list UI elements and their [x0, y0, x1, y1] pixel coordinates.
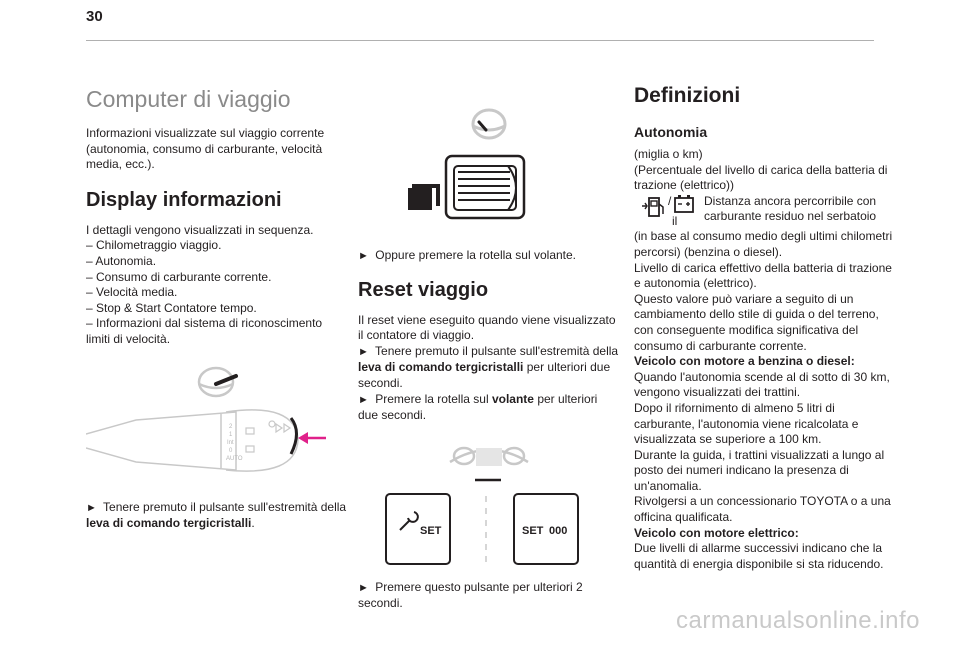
- reset-step-2-text: Premere la rotella sul: [375, 391, 489, 406]
- wiper-step: [86, 500, 348, 532]
- set-button-label: SET: [420, 524, 442, 537]
- display-line: – Consumo di carburante corrente.: [86, 269, 272, 284]
- arrow-icon: ►: [358, 581, 369, 594]
- header-divider: [86, 40, 874, 41]
- range-icons: [634, 194, 704, 230]
- petrol-heading: Veicolo con motore a benzina o diesel:: [634, 354, 855, 369]
- display-line: – Informazioni dal sistema di riconoscimento limiti di velocità.: [86, 316, 323, 346]
- dashboard-buttons: [358, 438, 620, 568]
- arrow-icon: ►: [86, 501, 97, 514]
- battery-level-text: Livello di carica effettivo della batteria di trazione e autonomia (elettrico).: [634, 260, 892, 291]
- petrol-text-1: Quando l'autonomia scende al di sotto di 30 km, vengono visualizzati dei trattini.: [634, 369, 890, 400]
- stalk-label: AUTO: [226, 455, 243, 462]
- arrow-icon: ►: [358, 345, 369, 358]
- definitions-heading: Definizioni: [634, 84, 741, 107]
- display-heading: Display informazioni: [86, 188, 282, 211]
- reset-step-1-end: per ulteriori due secondi.: [358, 360, 611, 390]
- range-icons-row: [634, 194, 896, 230]
- reset-intro: Il reset viene eseguito quando viene visualizzato il contatore di viaggio.: [358, 312, 616, 343]
- display-line: – Velocità media.: [86, 285, 178, 300]
- reset-step-2: [358, 392, 620, 424]
- column-left: [86, 80, 348, 532]
- intro-text: Informazioni visualizzate sul viaggio corrente (autonomia, consumo di carburante, velocità media, ecc.).: [86, 126, 325, 172]
- column-right: [634, 80, 896, 572]
- electric-heading: Veicolo con motore elettrico:: [634, 525, 799, 540]
- wheel-step-text: Oppure premere la rotella sul volante.: [375, 248, 577, 262]
- reset-step-1-text: Tenere premuto il pulsante sull'estremità della: [375, 343, 619, 358]
- page-number: 30: [86, 8, 103, 25]
- petrol-text-4: Rivolgersi a un concessionario TOYOTA o a una officina qualificata.: [634, 494, 891, 525]
- petrol-text-2: Dopo il rifornimento di almeno 5 litri di carburante, l'autonomia viene ricalcolata e visualizzata se superiore a 100 km.: [634, 400, 859, 447]
- steering-wheel-icon: [358, 100, 620, 240]
- set-counter-label: SET: [522, 524, 544, 537]
- stalk-label: 0: [229, 447, 233, 454]
- wiper-step-text: Tenere premuto il pulsante sull'estremità della: [103, 499, 347, 514]
- distance-text: Distanza ancora percorribile con carburante residuo nel serbatoio: [704, 193, 877, 224]
- column-middle: [358, 80, 620, 612]
- steering-wheel-illustration: [358, 100, 620, 240]
- arrow-icon: ►: [358, 393, 369, 406]
- reset-step-2-bold: volante: [491, 391, 534, 406]
- display-line: – Stop & Start Contatore tempo.: [86, 300, 257, 315]
- display-line: I dettagli vengono visualizzati in sequenza.: [86, 222, 314, 237]
- icon-separator: /: [668, 193, 672, 208]
- electric-text: Due livelli di allarme successivi indicano che la quantità di energia disponibile si sta riducendo.: [634, 541, 884, 571]
- dashboard-buttons-illustration: [358, 438, 620, 568]
- watermark: carmanualsonline.info: [676, 607, 920, 634]
- petrol-text-3: Durante la guida, i trattini visualizzati a lungo al posto dei numeri indicano la presenza di un'anomalia.: [634, 447, 885, 493]
- battery-icon: [673, 194, 695, 214]
- wiper-stalk-illustration: [86, 362, 348, 490]
- reset-step-2-end: per ulteriori due secondi.: [358, 391, 598, 423]
- display-line: – Autonomia.: [86, 253, 157, 268]
- set-counter-value: 000: [549, 524, 568, 537]
- wheel-step: [358, 248, 620, 265]
- stalk-label: Int: [227, 439, 234, 446]
- reset-heading: Reset viaggio: [358, 278, 489, 301]
- final-step: [358, 580, 620, 612]
- stalk-label: 2: [229, 423, 233, 430]
- fuel-pump-icon: [638, 194, 666, 220]
- reset-step-1: [358, 344, 620, 392]
- wiper-step-bold: leva di comando tergicristalli: [86, 516, 252, 531]
- battery-line: (Percentuale del livello di carica della batteria di trazione (elettrico)): [634, 162, 888, 193]
- base-text: (in base al consumo medio degli ultimi chilometri percorsi) (benzina o diesel).: [634, 229, 893, 259]
- final-step-text: Premere questo pulsante per ulteriori 2 secondi.: [358, 579, 583, 611]
- wiper-step-end: .: [251, 516, 255, 531]
- arrow-icon: ►: [358, 250, 369, 262]
- page-title: Computer di viaggio: [86, 86, 291, 112]
- reset-step-1-bold: leva di comando tergicristalli: [358, 360, 524, 375]
- display-line: – Chilometraggio viaggio.: [86, 238, 222, 253]
- stalk-label: 1: [229, 431, 233, 438]
- unit-line: (miglia o km): [634, 147, 703, 161]
- wiper-stalk-icon: [86, 362, 348, 490]
- icon-suffix: il: [672, 213, 678, 228]
- range-subheading: Autonomia: [634, 124, 708, 140]
- variation-text: Questo valore può variare a seguito di un cambiamento dello stile di guida o del terreno, con conseguente modifica significativa del consumo di carburante corrente.: [634, 291, 879, 353]
